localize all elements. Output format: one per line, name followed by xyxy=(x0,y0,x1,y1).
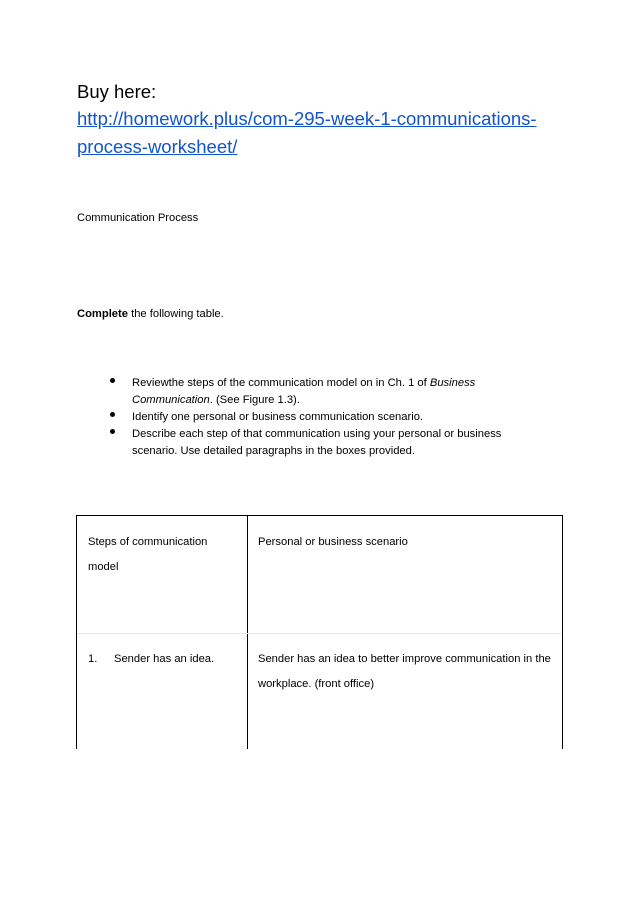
section-title: Communication Process xyxy=(77,212,199,224)
instruction-line xyxy=(77,307,224,321)
bullet-text-part: Reviewthe steps of the communication model on in Ch. 1 of xyxy=(132,377,430,389)
communication-table xyxy=(76,515,563,749)
table-cell-step xyxy=(88,647,238,672)
book-title: Business Communication xyxy=(132,377,476,406)
table-cell-scenario: Sender has an idea to better improve communication in the workplace. (front office) xyxy=(258,653,551,690)
step-number: 1. xyxy=(88,653,98,665)
instruction-rest: the following table. xyxy=(127,308,224,320)
row-divider xyxy=(77,633,562,634)
bullet-text-part: . (See Figure 1.3). xyxy=(209,394,300,406)
bullet-text: Identify one personal or business communication scenario. xyxy=(132,411,424,423)
buy-here-label: Buy here: xyxy=(77,81,157,102)
table-header-steps: Steps of communication model xyxy=(88,536,208,573)
table-header-scenario: Personal or business scenario xyxy=(258,536,408,548)
bullet-icon xyxy=(110,378,115,383)
bullet-icon xyxy=(110,412,115,417)
product-link[interactable]: http://homework.plus/com-295-week-1-communications-process-worksheet/ xyxy=(77,108,537,157)
bullet-icon xyxy=(110,429,115,434)
step-text: Sender has an idea. xyxy=(114,653,215,665)
bullet-text xyxy=(132,375,512,409)
instruction-bold: Complete xyxy=(77,308,128,320)
bullet-text: Describe each step of that communication using your personal or business scenario. Use detailed paragraphs in the boxes provided. xyxy=(132,428,502,457)
